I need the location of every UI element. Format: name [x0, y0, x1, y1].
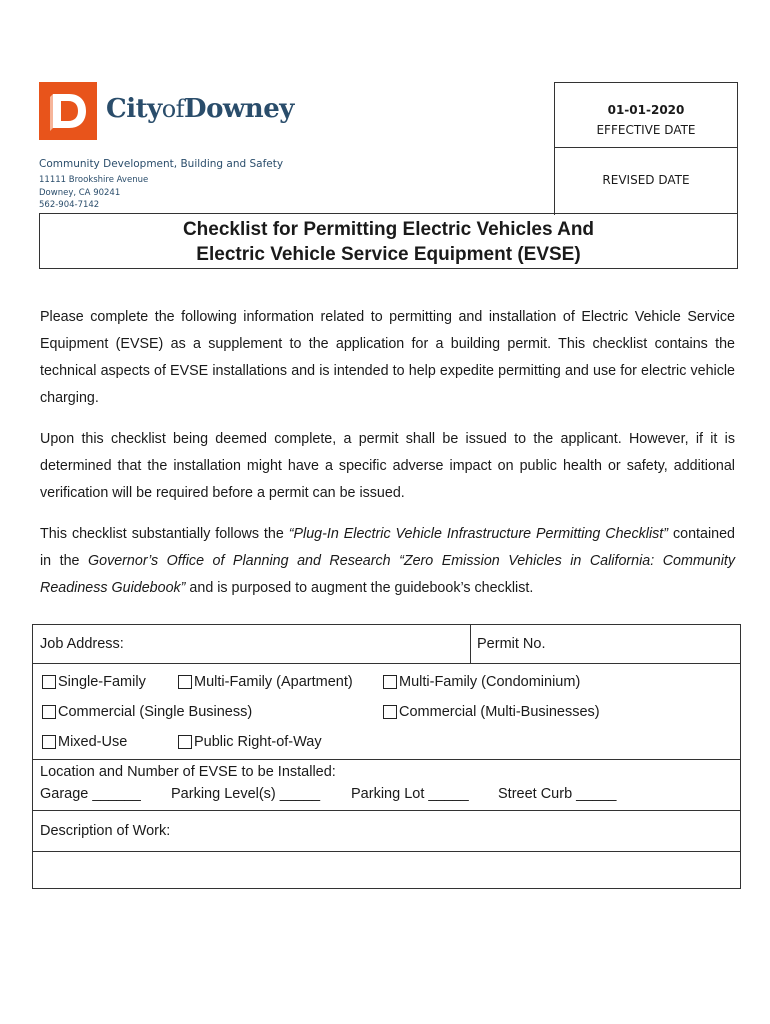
revised-date-label: REVISED DATE [602, 173, 690, 187]
permit-issuance-paragraph: Upon this checklist being deemed complete, a permit shall be issued to the applicant. However, if it is determined that the installation might have a specific adverse impact on public health or safety, additional verification will be required before a permit can be issued. [40, 431, 735, 501]
guidebook-paragraph: This checklist substantially follows the “Plug-In Electric Vehicle Infrastructure Permitting Checklist” contained in the Governor’s Office of Planning and Research “Zero Emission Vehicles in California: Community Readiness Guidebook” and is purposed to augment the guidebook’s checklist. [40, 526, 735, 596]
document-title [39, 213, 738, 269]
effective-date-label: EFFECTIVE DATE [596, 123, 696, 137]
checkbox-icon[interactable] [42, 735, 56, 749]
city-logo-wordmark: CityofDowney [106, 94, 294, 124]
form-divider-1 [33, 663, 740, 664]
checkbox-icon[interactable] [383, 675, 397, 689]
parking-lot-field[interactable]: Parking Lot _____ [351, 786, 469, 802]
checkbox-icon[interactable] [42, 675, 56, 689]
job-address-label: Job Address: [40, 636, 124, 652]
address-phone: 562-904-7142 [39, 200, 100, 210]
form-divider-3 [33, 810, 740, 811]
address-street: 11111 Brookshire Avenue [39, 175, 149, 185]
option-commercial-multi[interactable]: Commercial (Multi-Businesses) [383, 704, 600, 720]
parking-level-field[interactable]: Parking Level(s) _____ [171, 786, 321, 802]
intro-paragraph: Please complete the following information related to permitting and installation of Electric Vehicle Service Equipment (EVSE) as a supplement to the application for a building permit. This checklist contains the technical aspects of EVSE installations and is intended to help expedite permitting and use for electric vehicle charging. [40, 309, 735, 406]
form-divider-2 [33, 759, 740, 760]
checkbox-icon[interactable] [42, 705, 56, 719]
city-logo-mark [39, 82, 97, 140]
option-single-family[interactable]: Single-Family [42, 674, 146, 690]
title-line-1: Checklist for Permitting Electric Vehicles And [182, 219, 595, 240]
checkbox-icon[interactable] [178, 675, 192, 689]
description-of-work-label: Description of Work: [40, 823, 171, 839]
option-multi-family-condominium[interactable]: Multi-Family (Condominium) [383, 674, 580, 690]
option-public-right-of-way[interactable]: Public Right-of-Way [178, 734, 322, 750]
effective-date: 01-01-2020 [607, 103, 685, 117]
date-divider [555, 147, 737, 148]
checkbox-icon[interactable] [383, 705, 397, 719]
evse-location-label: Location and Number of EVSE to be Installed: [40, 764, 336, 780]
title-line-2: Electric Vehicle Service Equipment (EVSE) [196, 244, 581, 265]
form-divider-4 [33, 851, 740, 852]
department-name: Community Development, Building and Safety [39, 158, 284, 170]
option-multi-family-apartment[interactable]: Multi-Family (Apartment) [178, 674, 353, 690]
option-commercial-single[interactable]: Commercial (Single Business) [42, 704, 252, 720]
option-mixed-use[interactable]: Mixed-Use [42, 734, 127, 750]
permit-no-label: Permit No. [477, 636, 546, 652]
address-permit-divider [470, 625, 471, 663]
job-info-form [32, 624, 741, 889]
address-city: Downey, CA 90241 [39, 188, 121, 198]
garage-field[interactable]: Garage ______ [40, 786, 141, 802]
date-box [554, 82, 738, 215]
street-curb-field[interactable]: Street Curb _____ [498, 786, 617, 802]
checkbox-icon[interactable] [178, 735, 192, 749]
